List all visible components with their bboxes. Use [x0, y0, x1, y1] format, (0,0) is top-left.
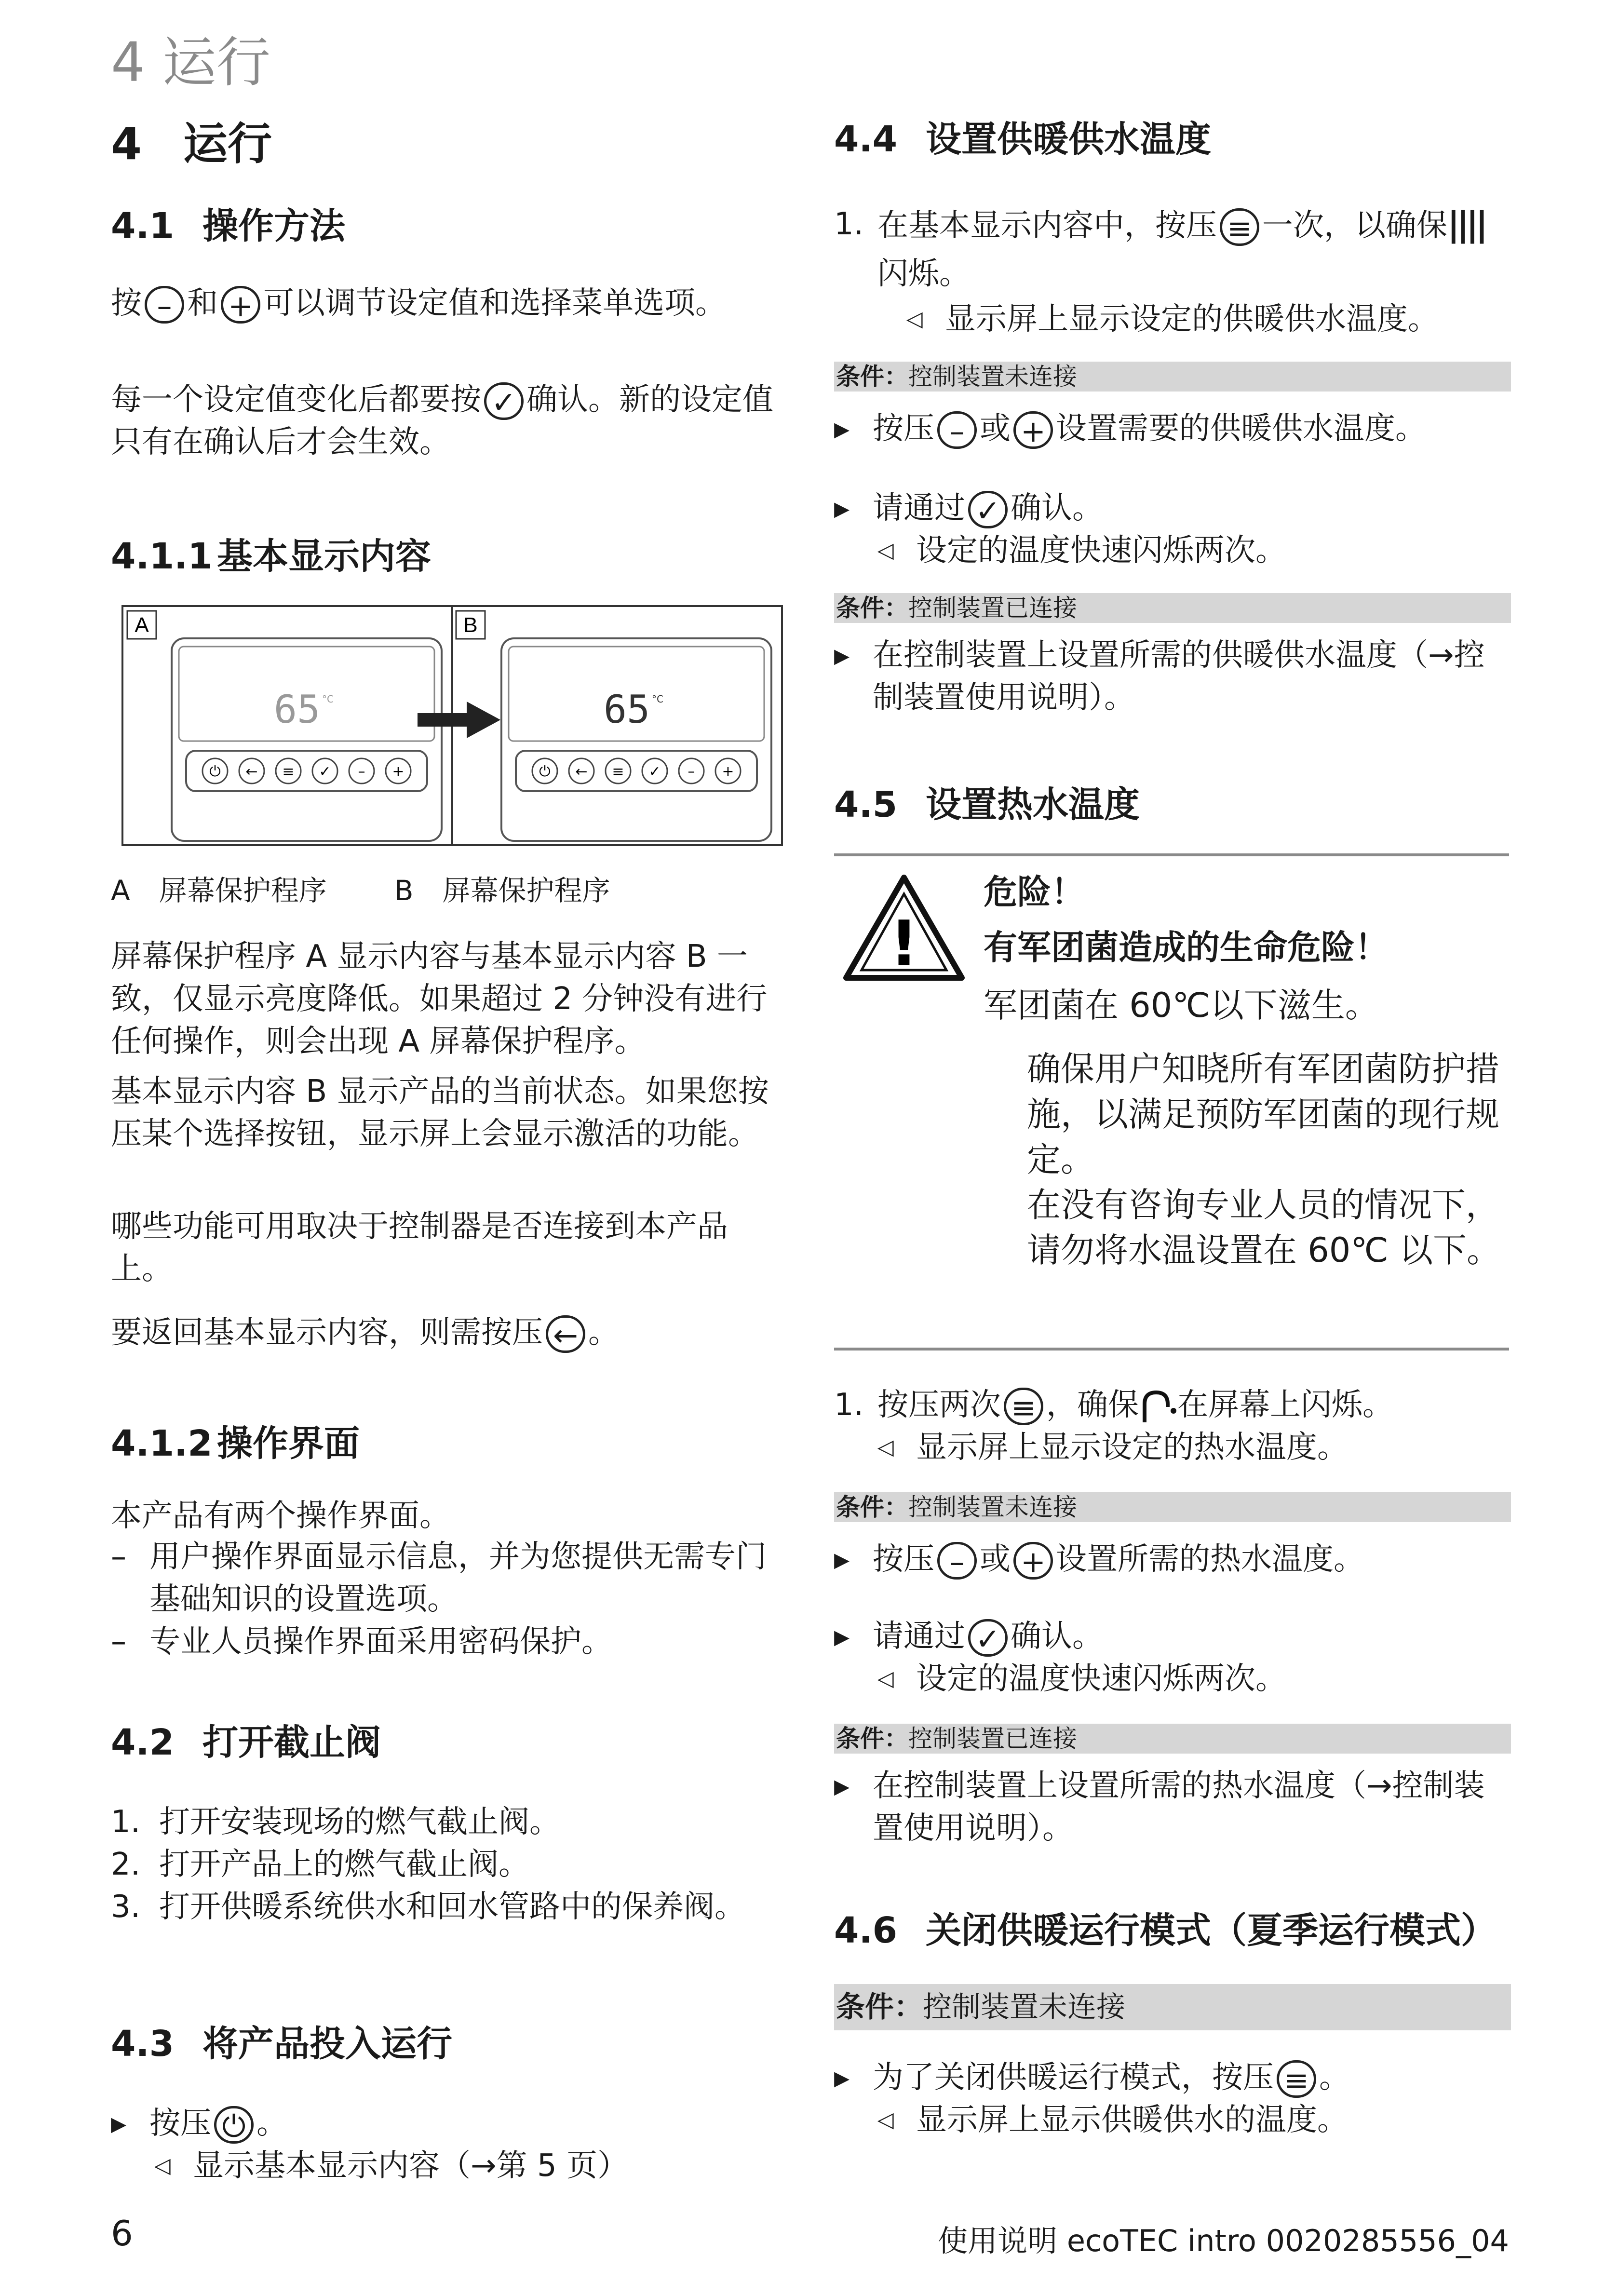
condition-label: 条件：	[836, 594, 908, 622]
tap-icon-path	[1145, 1392, 1168, 1422]
list-text: 专业人员操作界面采用密码保护。	[149, 1624, 612, 1660]
condition-bar	[834, 593, 1511, 623]
result-text: 设定的温度快速闪烁两次。	[916, 1661, 1286, 1697]
heading-title: 将产品投入运行	[202, 2023, 452, 2065]
condition-label: 条件：	[836, 1990, 923, 2024]
step-mark: ▸	[834, 411, 850, 446]
heading-number: 4	[111, 118, 142, 170]
result	[834, 529, 1509, 572]
list-text: 打开安装现场的燃气截止阀。	[159, 1804, 560, 1840]
section-4-5-steps	[834, 1384, 1509, 1469]
text: 。	[256, 2106, 287, 2141]
exclamation-mark: !	[890, 907, 918, 980]
result-mark: ◁	[154, 2153, 171, 2178]
warning-triangle-icon	[841, 873, 967, 984]
check-button-icon: ✓	[484, 382, 524, 420]
text: 设置所需的热水温度。	[1056, 1541, 1364, 1577]
list-item	[111, 1621, 786, 1663]
text: ，确保	[1046, 1387, 1139, 1423]
step	[834, 1765, 1509, 1850]
plus-button-icon: +	[1013, 411, 1053, 449]
step	[834, 487, 1509, 529]
text: 。	[588, 1315, 619, 1351]
document-id: 使用说明 ecoTEC intro 0020285556_04	[938, 2223, 1509, 2258]
result	[834, 2099, 1509, 2141]
screen-a-value: 65	[273, 687, 321, 732]
caption-key-a: A	[111, 874, 130, 907]
menu-button-icon: ≡	[1004, 1388, 1043, 1425]
heading-number: 4.6	[834, 1910, 898, 1951]
step-text: 在控制装置上设置所需的热水温度（→控制装置使用说明）。	[873, 1768, 1485, 1846]
heading-4-4	[834, 111, 1211, 162]
list-mark: 3.	[111, 1889, 141, 1925]
result-mark: ◁	[877, 1666, 894, 1691]
result-text: 显示基本显示内容（→第 5 页）	[193, 2148, 629, 2184]
step-mark: ▸	[834, 490, 850, 526]
text: 按压两次	[877, 1387, 1001, 1423]
condition-text: 控制装置已连接	[908, 1725, 1077, 1753]
menu-icon-a: ≡	[282, 763, 295, 780]
text: 设置需要的供暖供水温度。	[1056, 411, 1426, 446]
danger-subtitle: 有军团菌造成的生命危险！	[984, 928, 1389, 967]
figure-label-a: A	[135, 613, 149, 637]
result-text: 设定的温度快速闪烁两次。	[916, 533, 1286, 568]
warning-bottom-rule	[834, 1348, 1509, 1351]
list-mark: 1.	[111, 1804, 141, 1840]
list-mark: –	[111, 1539, 126, 1575]
result	[834, 298, 1509, 340]
running-header: 4 运行	[111, 31, 270, 94]
text: 在屏幕上闪烁。	[1177, 1387, 1393, 1423]
condition-bar	[834, 1724, 1511, 1754]
list-mark: 2.	[111, 1847, 141, 1882]
figure-label-b: B	[463, 613, 478, 637]
text: 按压	[149, 2106, 211, 2141]
screen-b-value: 65	[603, 687, 650, 732]
heading-4-6	[834, 1902, 1497, 1953]
heading-4	[111, 108, 272, 172]
text: 一次，以确保	[1262, 208, 1447, 243]
heading-number: 4.5	[834, 784, 898, 825]
section-4-4-adjust	[834, 407, 1509, 450]
heading-4-1	[111, 198, 345, 249]
heading-4-2	[111, 1714, 381, 1765]
text: 为了关闭供暖运行模式，按压	[873, 2060, 1274, 2095]
caption-text-a: 屏幕保护程序	[159, 874, 327, 907]
result	[834, 1658, 1509, 1700]
minus-button-icon: –	[937, 1542, 977, 1580]
condition-bar	[834, 1984, 1511, 2030]
caption-key-b: B	[394, 874, 414, 907]
check-button-icon: ✓	[968, 491, 1008, 528]
menu-button-icon: ≡	[1220, 208, 1259, 246]
step-mark: ▸	[834, 2060, 850, 2095]
page-number: 6	[111, 2213, 133, 2254]
condition-text: 控制装置未连接	[908, 1493, 1077, 1521]
minus-icon-b: –	[688, 763, 695, 780]
list-item	[111, 1801, 786, 1843]
result	[111, 2145, 786, 2187]
list-item	[111, 1843, 786, 1886]
condition-bar	[834, 1492, 1511, 1522]
heading-title: 打开截止阀	[202, 1722, 381, 1763]
plus-icon-a: +	[392, 763, 404, 780]
section-4-4-connected	[834, 634, 1509, 719]
back-icon-a: ←	[245, 763, 258, 780]
tap-icon	[1139, 1390, 1177, 1423]
text: 要返回基本显示内容，则需按压	[111, 1315, 543, 1351]
result-text: 显示屏上显示设定的热水温度。	[916, 1430, 1348, 1465]
text: 按压	[873, 411, 934, 446]
heading-title: 设置供暖供水温度	[926, 119, 1211, 160]
step	[834, 2056, 1509, 2099]
result-text: 显示屏上显示设定的供暖供水温度。	[945, 301, 1439, 337]
caption-text-b: 屏幕保护程序	[442, 874, 610, 907]
power-icon-b: ⏻	[539, 763, 551, 780]
heading-title: 运行	[183, 118, 272, 170]
condition-text: 控制装置未连接	[923, 1990, 1125, 2024]
plus-button-icon: +	[221, 286, 260, 324]
check-icon-b: ✓	[648, 763, 661, 780]
section-4-5-confirm	[834, 1615, 1509, 1700]
interface-list	[111, 1536, 786, 1663]
list-item	[111, 1886, 786, 1928]
text: 或	[980, 1541, 1011, 1577]
heading-4-5	[834, 776, 1140, 827]
heading-number: 4.3	[111, 2023, 175, 2065]
section-4-4-confirm	[834, 487, 1509, 572]
text: 每一个设定值变化后都要按	[111, 382, 481, 418]
heading-title: 关闭供暖运行模式（夏季运行模式）	[926, 1910, 1497, 1951]
text: 和	[187, 285, 218, 321]
text: 确认。	[1011, 490, 1103, 526]
text: 在基本显示内容中，按压	[877, 208, 1217, 243]
back-icon-b: ←	[575, 763, 588, 780]
back-button-icon: ←	[546, 1315, 585, 1353]
minus-icon-a: –	[358, 763, 365, 780]
text: 。	[1319, 2060, 1350, 2095]
danger-text	[984, 868, 1509, 1273]
condition-text: 控制装置未连接	[908, 363, 1077, 391]
heading-number: 4.1.1	[111, 536, 213, 577]
warning-top-rule	[834, 853, 1509, 856]
step	[834, 1538, 1509, 1580]
tap-icon-drop	[1171, 1408, 1176, 1414]
heading-4-1-1	[111, 528, 431, 579]
result-mark: ◁	[877, 538, 894, 563]
step-mark: ▸	[834, 637, 850, 673]
section-4-6-steps	[834, 2056, 1509, 2141]
minus-button-icon: –	[145, 286, 184, 324]
paragraph-confirm	[111, 378, 786, 463]
display-figure-svg	[123, 607, 781, 844]
section-4-4-steps	[834, 200, 1509, 340]
paragraph-basic-display: 基本显示内容 B 显示产品的当前状态。如果您按压某个选择按钮，显示屏上会显示激活的功能。	[111, 1074, 769, 1152]
danger-line-2: 确保用户知晓所有军团菌防护措施，以满足预防军团菌的现行规定。	[1027, 1049, 1499, 1179]
danger-sign	[841, 873, 967, 984]
screen-a-unit: °C	[322, 693, 334, 705]
list-item	[111, 1536, 786, 1621]
result-mark: ◁	[877, 2107, 894, 2132]
step-text: 在控制装置上设置所需的供暖供水温度（→控制装置使用说明）。	[873, 637, 1485, 716]
danger-line-1: 军团菌在 60℃以下滋生。	[984, 986, 1379, 1025]
step-mark: 1.	[834, 1387, 864, 1423]
menu-button-icon: ≡	[1277, 2060, 1316, 2098]
heading-number: 4.4	[834, 119, 898, 160]
check-button-icon: ✓	[968, 1619, 1008, 1657]
section-4-5-adjust	[834, 1538, 1509, 1580]
step-mark: 1.	[834, 206, 864, 242]
heading-title: 基本显示内容	[217, 536, 431, 577]
text: 可以调节设定值和选择菜单选项。	[263, 285, 726, 321]
condition-text: 控制装置已连接	[908, 594, 1077, 622]
condition-label: 条件：	[836, 363, 908, 391]
heating-icon: ||||	[1447, 204, 1485, 244]
result-text: 显示屏上显示供暖供水的温度。	[916, 2102, 1348, 2138]
result-mark: ◁	[906, 307, 923, 331]
result	[834, 1426, 1509, 1469]
step	[834, 1615, 1509, 1658]
list-text: 打开产品上的燃气截止阀。	[159, 1847, 529, 1882]
result-mark: ◁	[877, 1435, 894, 1459]
step	[834, 634, 1509, 719]
heading-number: 4.2	[111, 1722, 175, 1763]
heading-number: 4.1.2	[111, 1423, 213, 1464]
step	[834, 200, 1509, 298]
step-mark: ▸	[111, 2106, 127, 2141]
paragraph-interfaces: 本产品有两个操作界面。	[111, 1498, 450, 1534]
condition-label: 条件：	[836, 1725, 908, 1753]
heading-4-3	[111, 2015, 452, 2066]
text: 请通过	[873, 490, 965, 526]
figure-caption	[111, 868, 610, 908]
heading-title: 操作界面	[217, 1423, 360, 1464]
step	[111, 2102, 786, 2145]
button-rows	[202, 758, 741, 783]
condition-label: 条件：	[836, 1493, 908, 1521]
heading-number: 4.1	[111, 205, 175, 247]
text: 请通过	[873, 1619, 965, 1654]
text: 确认。	[1011, 1619, 1103, 1654]
power-icon-a: ⏻	[209, 763, 221, 780]
paragraph-adjust	[111, 282, 786, 324]
plus-button-icon: +	[1013, 1542, 1053, 1580]
list-text: 打开供暖系统供水和回水管路中的保养阀。	[159, 1889, 745, 1925]
heading-title: 操作方法	[202, 205, 345, 247]
minus-button-icon: –	[937, 411, 977, 449]
paragraph-return	[111, 1311, 786, 1354]
heading-4-1-2	[111, 1415, 360, 1466]
list-mark: –	[111, 1624, 126, 1660]
text: 或	[980, 411, 1011, 446]
text: 按	[111, 285, 142, 321]
text: 闪烁。	[877, 256, 970, 292]
screen-b-unit: °C	[652, 693, 663, 705]
menu-icon-b: ≡	[612, 763, 624, 780]
step-power-on	[111, 2102, 786, 2187]
step	[834, 1384, 1509, 1426]
step-mark: ▸	[834, 1541, 850, 1577]
text: 按压	[873, 1541, 934, 1577]
heading-title: 设置热水温度	[926, 784, 1140, 825]
display-figure	[121, 605, 783, 846]
list-text: 用户操作界面显示信息，并为您提供无需专门基础知识的设置选项。	[149, 1539, 767, 1617]
plus-icon-b: +	[722, 763, 734, 780]
check-icon-a: ✓	[319, 763, 331, 780]
step	[834, 407, 1509, 450]
condition-bar	[834, 362, 1511, 392]
paragraph-functions: 哪些功能可用取决于控制器是否连接到本产品上。	[111, 1209, 728, 1287]
paragraph-screensaver: 屏幕保护程序 A 显示内容与基本显示内容 B 一致，仅显示亮度降低。如果超过 2 分钟没有进行任何操作，则会出现 A 屏幕保护程序。	[111, 939, 768, 1059]
danger-title: 危险！	[984, 872, 1085, 912]
step-mark: ▸	[834, 1619, 850, 1654]
step-mark: ▸	[834, 1768, 850, 1804]
danger-line-3: 在没有咨询专业人员的情况下，请勿将水温设置在 60℃ 以下。	[1027, 1185, 1501, 1270]
power-button-icon: ⏻	[214, 2106, 254, 2144]
section-4-5-connected	[834, 1765, 1509, 1850]
text: 确认。新的设定值只有在确认后才会生效。	[111, 382, 773, 460]
valve-list	[111, 1801, 786, 1928]
